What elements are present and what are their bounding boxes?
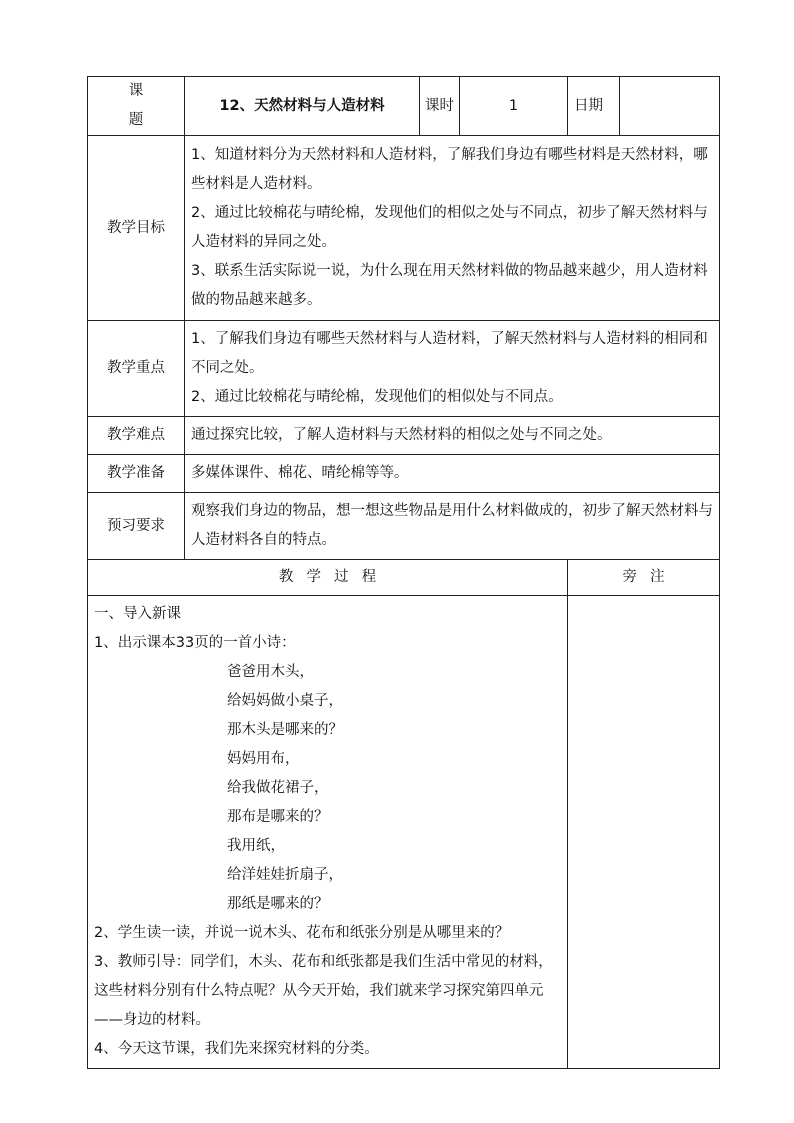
- period-value: 1: [460, 77, 568, 136]
- poem-line: 那纸是哪来的？: [227, 896, 329, 912]
- topic-title: 12、天然材料与人造材料: [185, 77, 420, 136]
- poem-line: 给妈妈做小桌子，: [227, 693, 343, 709]
- objective-item: 2、通过比较棉花与晴纶棉，发现他们的相似之处与不同点，初步了解天然材料与人造材料的异同之处。: [191, 205, 708, 250]
- objectives-content: [185, 136, 720, 321]
- process-header-row: [88, 560, 720, 596]
- preview-row: [88, 493, 720, 560]
- topic-label: 课题: [88, 77, 185, 136]
- objective-item: 1、知道材料分为天然材料和人造材料，了解我们身边有哪些材料是天然材料，哪些材料是人造材料。: [191, 147, 708, 192]
- poem-line: 爸爸用木头，: [227, 664, 314, 680]
- notes-column: [568, 596, 720, 1069]
- poem-line: 我用纸，: [227, 838, 285, 854]
- header-row: [88, 77, 720, 136]
- step-3: 3、教师引导：同学们，木头、花布和纸张都是我们生活中常见的材料，这些材料分别有什么特点呢？从今天开始，我们就来学习探究第四单元——身边的材料。: [94, 954, 553, 1028]
- date-value: [620, 77, 720, 136]
- key-points-row: [88, 321, 720, 417]
- objective-item: 3、联系生活实际说一说，为什么现在用天然材料做的物品越来越少，用人造材料做的物品越来越多。: [191, 263, 708, 308]
- poem-line: 给我做花裙子，: [227, 780, 329, 796]
- key-point-item: 2、通过比较棉花与晴纶棉，发现他们的相似处与不同点。: [191, 389, 563, 405]
- key-points-content: [185, 321, 720, 417]
- process-row: [88, 596, 720, 1069]
- poem-line: 妈妈用布，: [227, 751, 300, 767]
- objectives-row: [88, 136, 720, 321]
- difficulties-label: 教学难点: [88, 417, 185, 455]
- step-4: 4、今天这节课，我们先来探究材料的分类。: [94, 1041, 379, 1057]
- lesson-plan-table: [87, 76, 720, 1069]
- period-label: 课时: [420, 77, 460, 136]
- step-2: 2、学生读一读，并说一说木头、花布和纸张分别是从哪里来的？: [94, 925, 510, 941]
- preview-label: 预习要求: [88, 493, 185, 560]
- key-point-item: 1、了解我们身边有哪些天然材料与人造材料，了解天然材料与人造材料的相同和不同之处。: [191, 331, 708, 376]
- step-1: 1、出示课本33页的一首小诗：: [94, 635, 296, 651]
- preview-text: 观察我们身边的物品，想一想这些物品是用什么材料做成的，初步了解天然材料与人造材料各自的特点。: [185, 493, 720, 560]
- process-header: 教学过程: [88, 560, 568, 596]
- notes-header: 旁注: [568, 560, 720, 596]
- date-label: 日期: [568, 77, 620, 136]
- objectives-label: 教学目标: [88, 136, 185, 321]
- process-content: [88, 596, 568, 1069]
- poem-line: 那布是哪来的？: [227, 809, 329, 825]
- preparation-label: 教学准备: [88, 455, 185, 493]
- intro-heading: 一、导入新课: [94, 606, 181, 622]
- difficulties-text: 通过探究比较，了解人造材料与天然材料的相似之处与不同之处。: [185, 417, 720, 455]
- preparation-text: 多媒体课件、棉花、晴纶棉等等。: [185, 455, 720, 493]
- key-points-label: 教学重点: [88, 321, 185, 417]
- difficulties-row: [88, 417, 720, 455]
- poem-line: 给洋娃娃折扇子，: [227, 867, 343, 883]
- poem-line: 那木头是哪来的？: [227, 722, 343, 738]
- preparation-row: [88, 455, 720, 493]
